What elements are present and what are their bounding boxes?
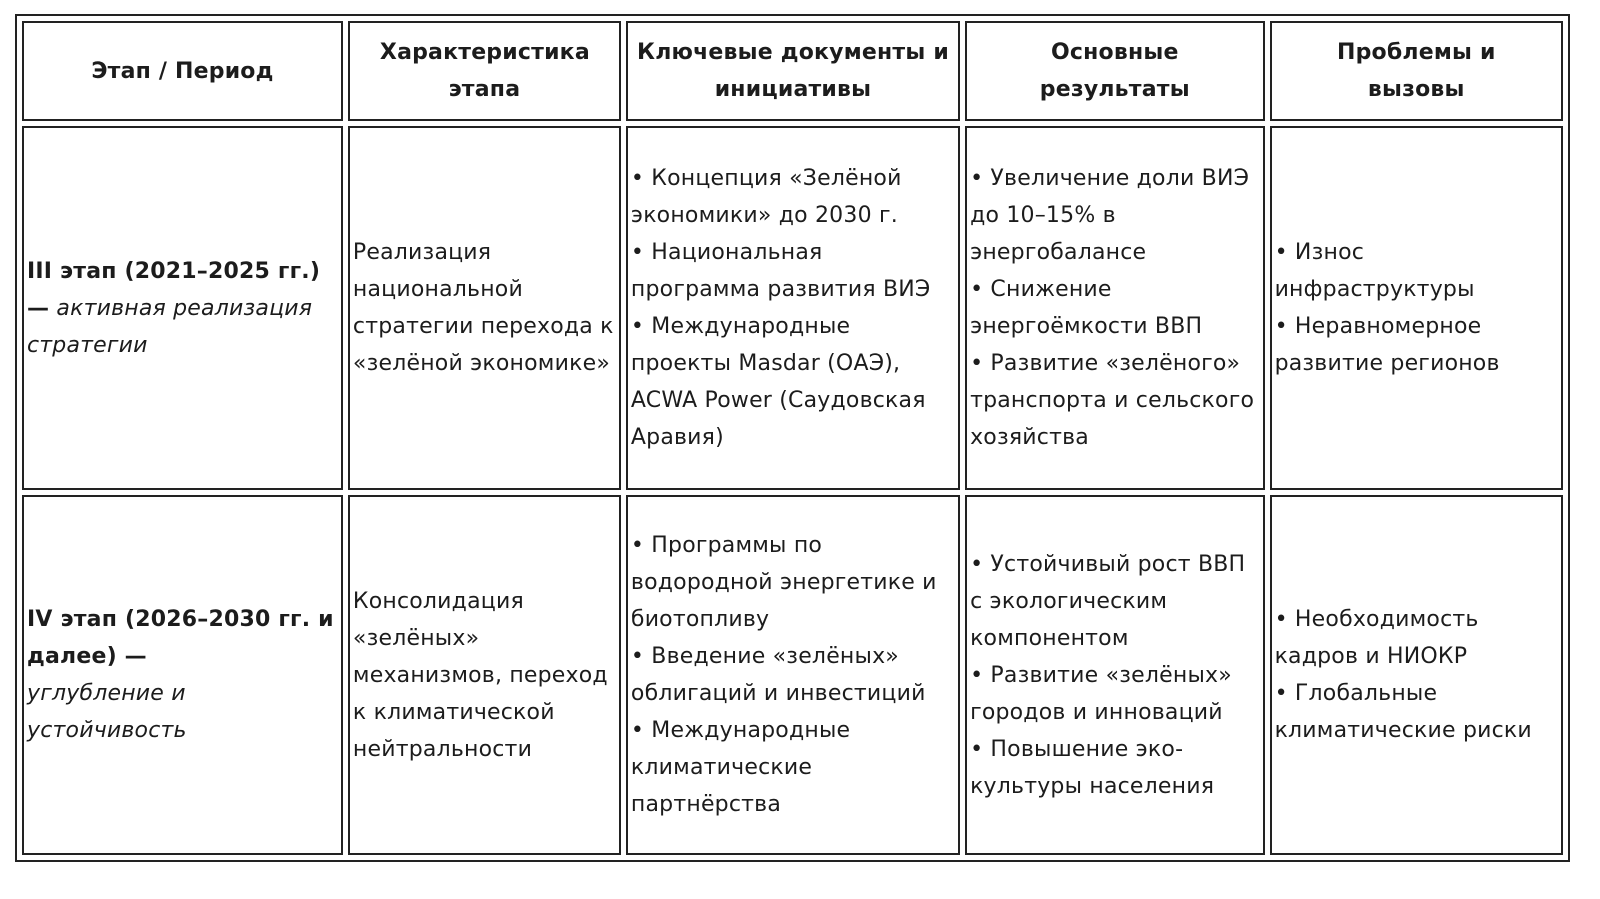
list-item: • Повышение эко-культуры населения <box>970 736 1215 799</box>
cell-characteristic: Консолидация «зелёных» механизмов, переход к климатической нейтральности <box>348 495 621 855</box>
list-item: • Развитие «зелёного» транспорта и сельского хозяйства <box>970 351 1255 450</box>
header-period: Этап / Период <box>22 21 343 121</box>
list-item: • Развитие «зелёных» городов и инноваций <box>970 662 1232 725</box>
cell-period <box>22 126 343 490</box>
list-item: • Национальная программа развития ВИЭ <box>630 240 931 302</box>
list-item: • Международные проекты Masdar (ОАЭ), ACWA Power (Саудовская Аравия) <box>630 314 926 450</box>
list-item: • Снижение энергоёмкости ВВП <box>970 277 1203 339</box>
table-header-row <box>22 21 1563 121</box>
stages-table <box>15 14 1570 862</box>
list-item: • Программы по водородной энергетике и биотопливу <box>630 533 937 632</box>
cell-documents <box>626 495 960 855</box>
list-item: • Увеличение доли ВИЭ до 10–15% в энергобалансе <box>970 166 1250 265</box>
list-item: • Устойчивый рост ВВП с экологическим компонентом <box>970 551 1246 651</box>
cell-documents <box>626 126 960 490</box>
period-subtitle: углубление и устойчивость <box>27 681 187 743</box>
table-row <box>22 495 1563 855</box>
list-item: • Концепция «Зелёной экономики» до 2030 г. <box>630 166 902 228</box>
cell-results <box>965 126 1265 490</box>
header-documents: Ключевые документы и инициативы <box>626 21 960 121</box>
list-item: • Необходимость кадров и НИОКР <box>1274 607 1479 669</box>
header-problems: Проблемы и вызовы <box>1270 21 1563 121</box>
cell-problems <box>1270 495 1563 855</box>
period-subtitle: активная реализация стратегии <box>27 295 313 358</box>
period-dash: — <box>27 295 50 321</box>
list-item: • Износ инфраструктуры <box>1274 240 1475 302</box>
header-results: Основные результаты <box>965 21 1265 121</box>
document-sheet <box>15 14 1570 862</box>
cell-results <box>965 495 1265 855</box>
list-item: • Международные климатические партнёрства <box>630 718 851 817</box>
table-row <box>22 126 1563 490</box>
cell-problems <box>1270 126 1563 490</box>
period-title: IV этап (2026–2030 гг. и далее) — <box>27 607 334 669</box>
cell-characteristic: Реализация национальной стратегии перехода к «зелёной экономике» <box>348 126 621 490</box>
cell-period <box>22 495 343 855</box>
header-characteristic: Характеристика этапа <box>348 21 621 121</box>
list-item: • Глобальные климатические риски <box>1274 681 1532 743</box>
list-item: • Неравномерное развитие регионов <box>1274 314 1500 376</box>
period-title: III этап (2021–2025 гг.) <box>27 258 321 284</box>
list-item: • Введение «зелёных» облигаций и инвестиций <box>630 644 926 706</box>
